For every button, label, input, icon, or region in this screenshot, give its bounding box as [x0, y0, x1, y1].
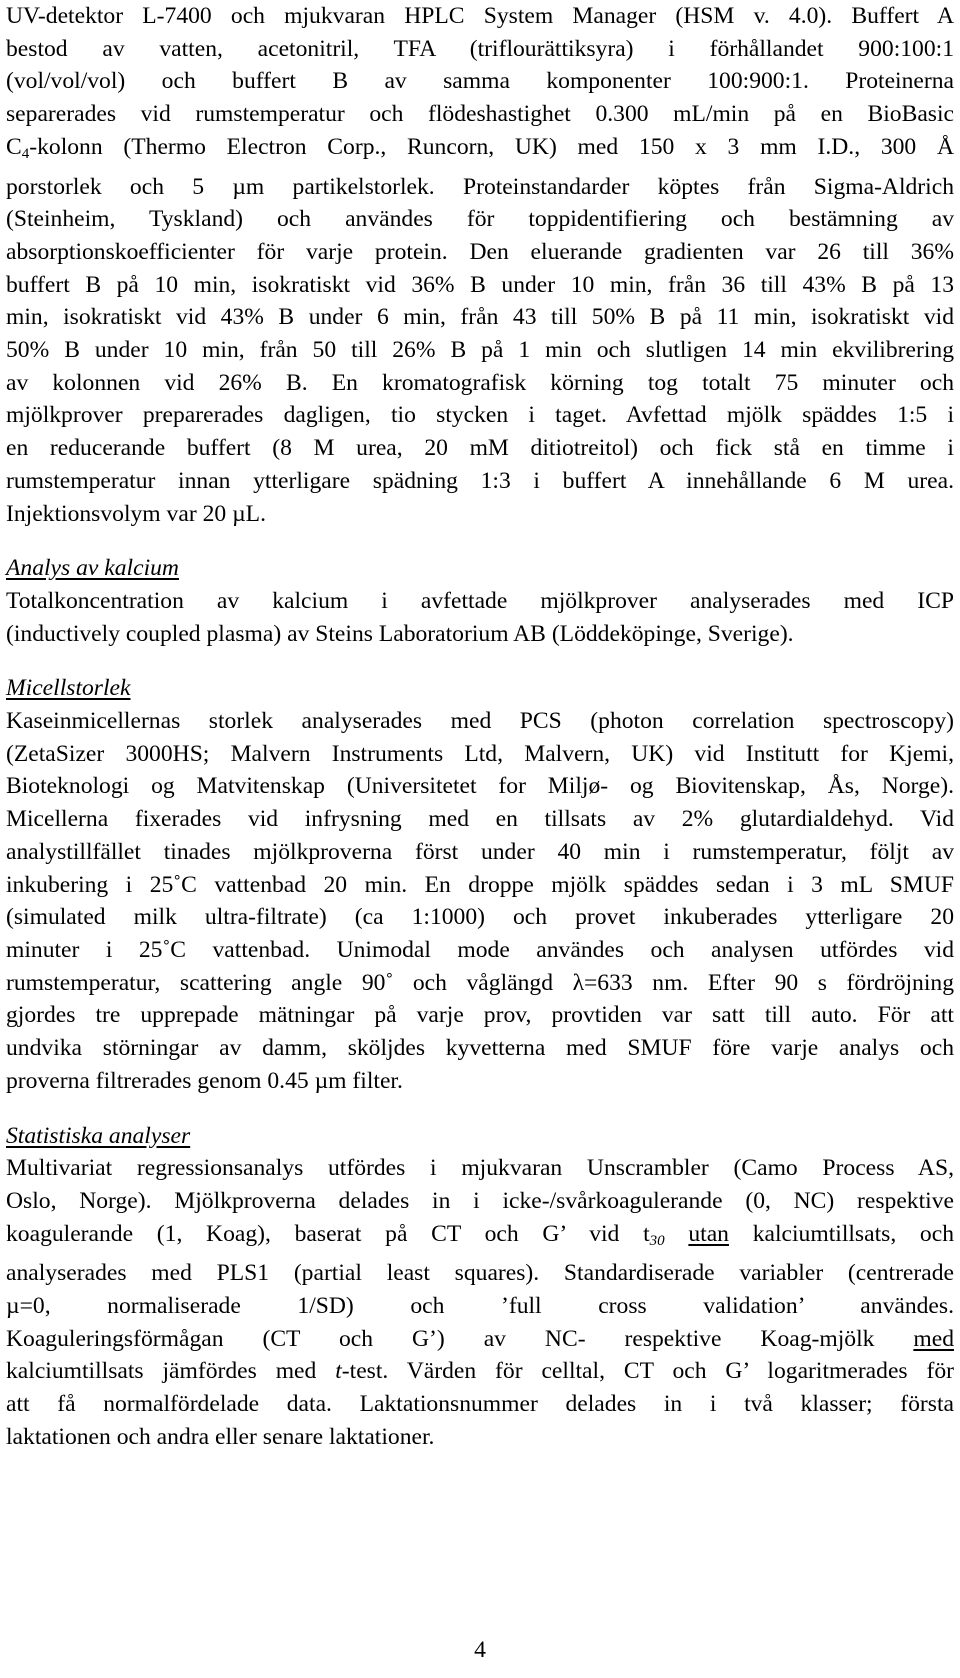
subscript: 4: [21, 145, 30, 162]
text-line: Kaseinmicellernas storlek analyserades med PCS (photon correlation spectroscopy): [6, 708, 954, 735]
text-line: [6, 1323, 954, 1356]
text-line: 50% B under 10 min, från 50 till 26% B på 1 min och slutligen 14 min ekvilibrering: [6, 337, 954, 364]
text-line: separerades vid rumstemperatur och flödeshastighet 0.300 mL/min på en BioBasic: [6, 101, 954, 128]
text-line: undvika störningar av damm, sköljdes kyvetterna med SMUF före varje analys och: [6, 1035, 954, 1062]
text-line: [6, 1218, 954, 1258]
intro-paragraph: [6, 0, 954, 530]
statistics-paragraph: [6, 1152, 954, 1453]
text-line: (ZetaSizer 3000HS; Malvern Instruments Ltd, Malvern, UK) vid Institutt for Kjemi,: [6, 740, 954, 767]
text-fragment: kalciumtillsats, och: [752, 1220, 954, 1247]
text-line: en reducerande buffert (8 M urea, 20 mM ditiotreitol) och fick stå en timme i: [6, 435, 954, 462]
text-line: UV-detektor L-7400 och mjukvaran HPLC System Manager (HSM v. 4.0). Buffert A: [6, 3, 954, 29]
text-line: porstorlek och 5 µm partikelstorlek. Proteinstandarder köptes från Sigma-Aldrich: [6, 173, 954, 200]
page-number: 4: [474, 1637, 486, 1663]
text-line: Multivariat regressionsanalys utfördes i mjukvaran Unscrambler (Camo Process AS,: [6, 1155, 954, 1182]
text-line: att få normalfördelade data. Laktationsnummer delades in i två klasser; första: [6, 1391, 954, 1418]
section-heading-statistics: Statistiska analyser: [6, 1122, 191, 1149]
text-line: laktationen och andra eller senare laktationer.: [6, 1423, 435, 1450]
underlined-text: med: [913, 1325, 954, 1352]
text-line: rumstemperatur innan ytterligare spädning 1:3 i buffert A innehållande 6 M urea.: [6, 467, 954, 494]
text-line: (vol/vol/vol) och buffert B av samma komponenter 100:900:1. Proteinerna: [6, 68, 954, 95]
text-line: [6, 131, 954, 171]
section-heading-micelle: Micellstorlek: [6, 675, 131, 702]
section-heading-calcium: Analys av kalcium: [6, 555, 179, 582]
underlined-text: utan: [688, 1220, 729, 1247]
text-line: analyserades med PLS1 (partial least squares). Standardiserade variabler (centrerade: [6, 1260, 954, 1287]
text-fragment: koagulerande (1, Koag), baserat på CT och G’ vid t: [6, 1220, 650, 1247]
text-fragment: kalciumtillsats jämfördes med: [6, 1358, 317, 1385]
text-line: mjölkprover preparerades dagligen, tio stycken i taget. Avfettad mjölk späddes 1:5 i: [6, 402, 954, 429]
text-line: Bioteknologi og Matvitenskap (Universitetet for Miljø- og Biovitenskap, Ås, Norge).: [6, 773, 954, 800]
text-line: (simulated milk ultra-filtrate) (ca 1:1000) och provet inkuberades ytterligare 20: [6, 904, 954, 931]
text-fragment: Koaguleringsförmågan (CT och G’) av NC- respektive Koag-mjölk: [6, 1325, 875, 1352]
text-line: µ=0, normaliserade 1/SD) och ’full cross validation’ användes.: [6, 1293, 954, 1320]
text-line: av kolonnen vid 26% B. En kromatografisk körning tog totalt 75 minuter och: [6, 369, 954, 396]
text-line: analystillfället tinades mjölkproverna först under 40 min i rumstemperatur, följt av: [6, 838, 954, 865]
text-line: (Steinheim, Tyskland) och användes för toppidentifiering och bestämning av: [6, 206, 954, 233]
text-line: absorptionskoefficienter för varje protein. Den eluerande gradienten var 26 till 36%: [6, 238, 954, 265]
text-fragment: -test. Värden för celltal, CT och G’ logaritmerades för: [341, 1358, 954, 1385]
text-line: Oslo, Norge). Mjölkproverna delades in i icke-/svårkoagulerande (0, NC) respektive: [6, 1187, 954, 1214]
text-line: gjordes tre upprepade mätningar på varje prov, provtiden var satt till auto. För att: [6, 1002, 954, 1029]
text-line: proverna filtrerades genom 0.45 µm filter.: [6, 1067, 403, 1094]
italic-text: t: [335, 1358, 342, 1385]
document-page: [6, 0, 954, 1454]
text-line: minuter i 25˚C vattenbad. Unimodal mode användes och analysen utfördes vid: [6, 936, 954, 963]
text-line: (inductively coupled plasma) av Steins Laboratorium AB (Löddeköpinge, Sverige).: [6, 620, 794, 647]
text-fragment: -kolonn (Thermo Electron Corp., Runcorn, UK) med 150 x 3 mm I.D., 300 Å: [29, 133, 954, 160]
text-line: Totalkoncentration av kalcium i avfettade mjölkprover analyserades med ICP: [6, 587, 954, 614]
text-fragment: C: [6, 133, 22, 160]
text-line: inkubering i 25˚C vattenbad 20 min. En droppe mjölk späddes sedan i 3 mL SMUF: [6, 871, 954, 898]
text-line: buffert B på 10 min, isokratiskt vid 36% B under 10 min, från 36 till 43% B på 13: [6, 271, 954, 298]
text-line: Injektionsvolym var 20 µL.: [6, 500, 266, 527]
subscript: 30: [649, 1232, 665, 1249]
text-line: rumstemperatur, scattering angle 90˚ och våglängd λ=633 nm. Efter 90 s fördröjning: [6, 969, 954, 996]
text-line: [6, 1355, 954, 1388]
text-line: min, isokratiskt vid 43% B under 6 min, från 43 till 50% B på 11 min, isokratiskt vid: [6, 304, 954, 331]
micelle-paragraph: [6, 705, 954, 1097]
text-line: Micellerna fixerades vid infrysning med en tillsats av 2% glutardialdehyd. Vid: [6, 806, 954, 833]
text-line: bestod av vatten, acetonitril, TFA (triflourättiksyra) i förhållandet 900:100:1: [6, 35, 954, 62]
calcium-paragraph: [6, 585, 954, 650]
